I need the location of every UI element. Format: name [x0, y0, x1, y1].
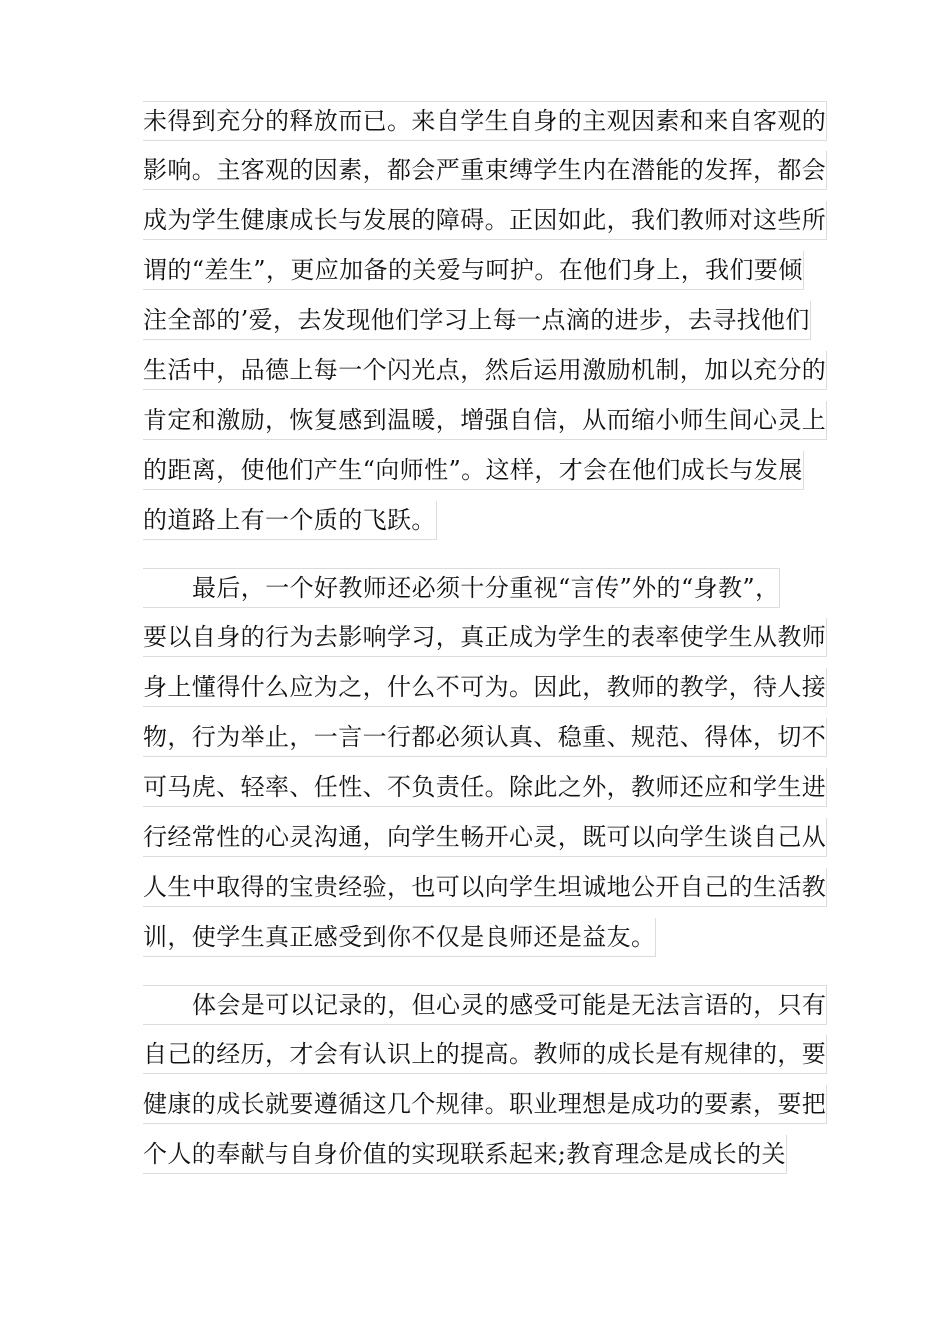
text-line: 生活中，品德上每一个闪光点，然后运用激励机制，加以充分的	[143, 351, 827, 390]
text-line: 自己的经历，才会有认识上的提高。教师的成长是有规律的，要	[143, 1035, 827, 1074]
text-line: 物，行为举止，一言一行都必须认真、稳重、规范、得体，切不	[143, 718, 827, 757]
text-line: 未得到充分的释放而已。来自学生自身的主观因素和来自客观的	[143, 101, 827, 141]
text-line: 的道路上有一个质的飞跃。	[143, 501, 437, 540]
text-line: 的距离，使他们产生“向师性”。这样，才会在他们成长与发展	[143, 451, 804, 490]
text-line: 成为学生健康成长与发展的障碍。正因如此，我们教师对这些所	[143, 201, 827, 240]
text-line: 最后，一个好教师还必须十分重视“言传”外的“身教”，	[143, 568, 780, 608]
text-line: 身上懂得什么应为之，什么不可为。因此，教师的教学，待人接	[143, 668, 827, 707]
text-line: 谓的“差生”，更应加备的关爱与呵护。在他们身上，我们要倾	[143, 251, 804, 290]
text-line: 个人的奉献与自身价值的实现联系起来;教育理念是成长的关	[143, 1135, 787, 1174]
text-line: 体会是可以记录的，但心灵的感受可能是无法言语的，只有	[143, 985, 827, 1025]
text-line: 行经常性的心灵沟通，向学生畅开心灵，既可以向学生谈自己从	[143, 818, 827, 857]
text-line: 人生中取得的宝贵经验，也可以向学生坦诚地公开自己的生活教	[143, 868, 827, 907]
text-line: 要以自身的行为去影响学习，真正成为学生的表率使学生从教师	[143, 618, 827, 657]
text-line: 训，使学生真正感受到你不仅是良师还是益友。	[143, 918, 656, 957]
text-line: 肯定和激励，恢复感到温暖，增强自信，从而缩小师生间心灵上	[143, 401, 827, 440]
text-line: 注全部的’爱，去发现他们学习上每一点滴的进步，去寻找他们	[143, 301, 811, 340]
text-line: 健康的成长就要遵循这几个规律。职业理想是成功的要素，要把	[143, 1085, 827, 1124]
text-line: 影响。主客观的因素，都会严重束缚学生内在潜能的发挥，都会	[143, 151, 827, 190]
text-line: 可马虎、轻率、任性、不负责任。除此之外，教师还应和学生进	[143, 768, 827, 807]
